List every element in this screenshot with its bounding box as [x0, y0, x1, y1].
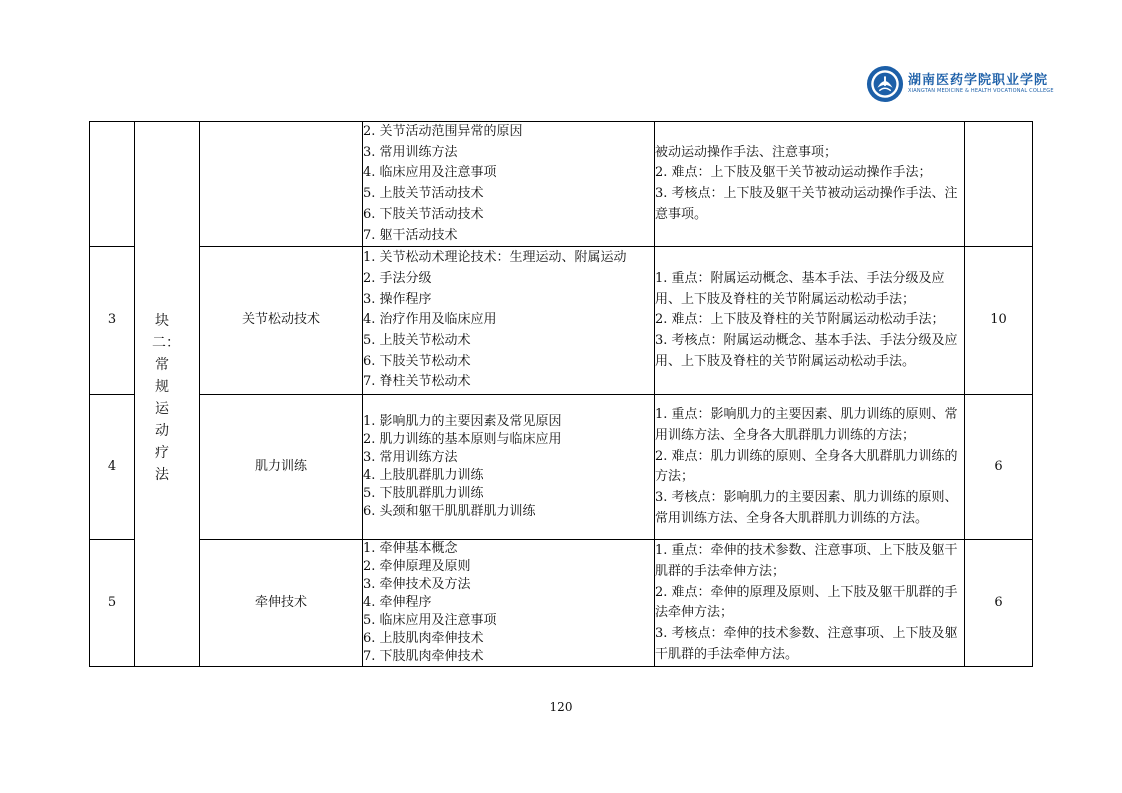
key-points-cell: [655, 540, 965, 667]
list-item: 1. 关节松动术理论技术：生理运动、附属运动: [363, 250, 627, 266]
list-item: 2. 关节活动范围异常的原因: [363, 124, 523, 139]
module-label: 块 二： 常 规 运 动 疗 法: [152, 313, 180, 484]
list-item: 5. 上肢关节松动术: [363, 333, 471, 349]
list-item: 7. 脊柱关节松动术: [363, 374, 471, 390]
list-item: 2. 手法分级: [363, 270, 432, 286]
list-item: 4. 临床应用及注意事项: [363, 165, 497, 181]
row-number-cell: 5: [90, 540, 135, 667]
page-number: 120: [549, 700, 573, 714]
module-cell: [135, 122, 200, 667]
list-item: 6. 下肢关节活动技术: [363, 206, 484, 222]
list-item: 6. 上肢肌肉牵伸技术: [363, 631, 484, 647]
course-content-table: [89, 121, 1033, 667]
content-cell: [363, 395, 655, 540]
list-item: 3. 常用训练方法: [363, 450, 458, 466]
list-item: 5. 上肢关节活动技术: [363, 186, 484, 202]
table-row: [90, 540, 1033, 667]
content-cell: [363, 122, 655, 247]
list-item: 5. 下肢肌群肌力训练: [363, 486, 484, 502]
topic-name-cell: 肌力训练: [200, 395, 363, 540]
list-item: 7. 躯干活动技术: [363, 227, 458, 243]
hours-cell: 10: [965, 247, 1033, 395]
college-logo: [866, 64, 1054, 104]
key-points-text: 1. 重点：影响肌力的主要因素、肌力训练的原则、常用训练方法、全身各大肌群肌力训练的方法； 2. 难点：肌力训练的原则、全身各大肌群肌力训练的方法； 3. 考核点：影响肌力的主要因素、肌力训练的原则、常用训练方法、全身各大肌群肌力训练的方法。: [655, 407, 958, 526]
key-points-text: 1. 重点：牵伸的技术参数、注意事项、上下肢及躯干肌群的手法牵伸方法； 2. 难点：牵伸的原理及原则、上下肢及躯干肌群的手法牵伸方法； 3. 考核点：牵伸的技术参数、注意事项、上下肢及躯干肌群的手法牵伸方法。: [655, 543, 958, 662]
key-points-cell: [655, 122, 965, 247]
content-cell: [363, 540, 655, 667]
list-item: 1. 牵伸基本概念: [363, 541, 458, 557]
college-name-en: XIANGTAN MEDICINE & HEALTH VOCATIONAL COLLEGE: [908, 88, 1054, 94]
list-item: 2. 牵伸原理及原则: [363, 559, 471, 575]
hours-cell: 6: [965, 395, 1033, 540]
college-name-cn: 湖南医药学院职业学院: [908, 73, 1049, 88]
table-row: [90, 122, 1033, 247]
hours-cell: 6: [965, 540, 1033, 667]
list-item: 2. 肌力训练的基本原则与临床应用: [363, 432, 562, 448]
topic-name-cell: 关节松动技术: [200, 247, 363, 395]
list-item: 6. 下肢关节松动术: [363, 353, 471, 369]
list-item: 3. 操作程序: [363, 291, 432, 307]
table-row: [90, 395, 1033, 540]
list-item: 3. 牵伸技术及方法: [363, 577, 471, 593]
key-points-cell: [655, 395, 965, 540]
row-number-cell: 4: [90, 395, 135, 540]
table-row: [90, 247, 1033, 395]
key-points-text: 1. 重点：附属运动概念、基本手法、手法分级及应用、上下肢及脊柱的关节附属运动松动手法； 2. 难点：上下肢及脊柱的关节附属运动松动手法； 3. 考核点：附属运动概念、基本手法、手法分级及应用、上下肢及脊柱的关节附属运动松动手法。: [655, 270, 958, 369]
list-item: 1. 影响肌力的主要因素及常见原因: [363, 414, 562, 430]
row-number-cell: 3: [90, 247, 135, 395]
list-item: 4. 治疗作用及临床应用: [363, 312, 497, 328]
topic-name-cell: [200, 122, 363, 247]
hours-cell: [965, 122, 1033, 247]
key-points-cell: [655, 247, 965, 395]
college-emblem-icon: [866, 65, 904, 103]
list-item: 5. 临床应用及注意事项: [363, 613, 497, 629]
topic-name-cell: 牵伸技术: [200, 540, 363, 667]
list-item: 4. 牵伸程序: [363, 595, 432, 611]
key-points-text: 被动运动操作手法、注意事项； 2. 难点：上下肢及躯干关节被动运动操作手法； 3. 考核点：上下肢及躯干关节被动运动操作手法、注意事项。: [655, 144, 958, 222]
list-item: 4. 上肢肌群肌力训练: [363, 468, 484, 484]
list-item: 6. 头颈和躯干肌肌群肌力训练: [363, 504, 536, 520]
list-item: 3. 常用训练方法: [363, 144, 458, 160]
list-item: 7. 下肢肌肉牵伸技术: [363, 649, 484, 665]
content-cell: [363, 247, 655, 395]
row-number-cell: [90, 122, 135, 247]
